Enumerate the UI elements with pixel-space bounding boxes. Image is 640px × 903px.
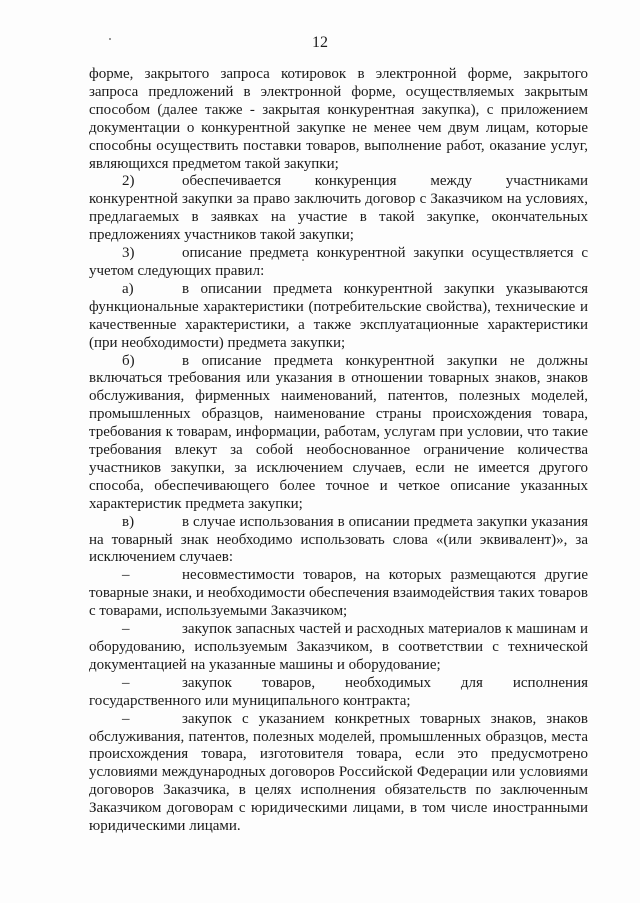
paragraph-text: обеспечивается конкуренция между участниками конкурентной закупки за право заключить договор с Заказчиком на условиях, предлагаемых в заявках на участие в такой закупке, окончательных предложениях участников такой закупки; [89, 173, 588, 244]
paragraph-dash-item [89, 675, 588, 711]
dash-marker: – [122, 621, 130, 638]
paragraph-subitem-v [89, 514, 588, 568]
page-number: 12 [312, 34, 328, 51]
item-marker: б) [122, 352, 135, 369]
paragraph-text: несовместимости товаров, на которых размещаются другие товарные знаки, и необходимости обеспечения взаимодействия таких товаров с товарами, используемыми Заказчиком; [89, 567, 588, 620]
dash-marker: – [122, 710, 130, 727]
document-body [89, 66, 588, 836]
paragraph-text: закупок с указанием конкретных товарных знаков, знаков обслуживания, патентов, полезных моделей, промышленных образцов, места происхождения товара, изготовителя товара, если это предусмотрено условиями международных договоров Российской Федерации или условиями договоров Заказчика, в целях исполнения обязательств по заключенным Заказчиком договорам с юридическими лицами, в том числе иностранными юридическими лицами. [89, 710, 588, 835]
paragraph-text: в описание предмета конкурентной закупки не должны включаться требования или указания в отношении товарных знаков, знаков обслуживания, фирменных наименований, патентов, полезных моделей, промышленных образцов, наименование страны происхождения товара, требования к товарам, информации, работам, услугам при условии, что такие требования влекут за собой необоснованное ограничение количества участников закупки, за исключением случаев, если не имеется другого способа, обеспечивающего более точное и четкое описание указанных характеристик предмета закупки; [89, 352, 588, 512]
paragraph-dash-item [89, 621, 588, 675]
paragraph-text: описание предмета конкурентной закупки осуществляется с учетом следующих правил: [89, 245, 588, 279]
dash-marker: – [122, 674, 130, 691]
paragraph-continuation [89, 66, 588, 173]
paragraph-text: закупок запасных частей и расходных материалов к машинам и оборудованию, используемым Заказчиком, в соответствии с технической документацией на указанные машины и оборудование; [89, 621, 588, 673]
item-marker: 3) [122, 245, 135, 262]
paragraph-text: в описании предмета конкурентной закупки указываются функциональные характеристики (потребительские свойства), технические и качественные характеристики, а также эксплуатационные характеристики (при необходимости) предмета закупки; [89, 280, 588, 351]
paragraph-subitem-a [89, 281, 588, 353]
item-marker: 2) [122, 173, 135, 190]
paragraph-subitem-b [89, 353, 588, 514]
paragraph-text: форме, закрытого запроса котировок в электронной форме, закрытого запроса предложений в электронной форме, осуществляемых закрытым способом (далее также - закрытая конкурентная закупка), с приложением документации о конкурентной закупке не менее чем двум лицам, которые способны осуществить поставки товаров, выполнение работ, оказание услуг, являющихся предметом такой закупки; [89, 66, 588, 172]
paragraph-item-3 [89, 245, 588, 281]
item-marker: в) [122, 513, 135, 530]
dash-marker: – [122, 567, 130, 584]
paragraph-dash-item [89, 567, 588, 621]
paragraph-text: закупок товаров, необходимых для исполнения государственного или муниципального контракта; [89, 674, 588, 709]
paragraph-item-2 [89, 173, 588, 245]
item-marker: а) [122, 280, 134, 297]
paragraph-text: в случае использования в описании предмета закупки указания на товарный знак необходимо использовать слова «(или эквивалент)», за исключением случаев: [89, 513, 588, 566]
paragraph-dash-item [89, 711, 588, 836]
